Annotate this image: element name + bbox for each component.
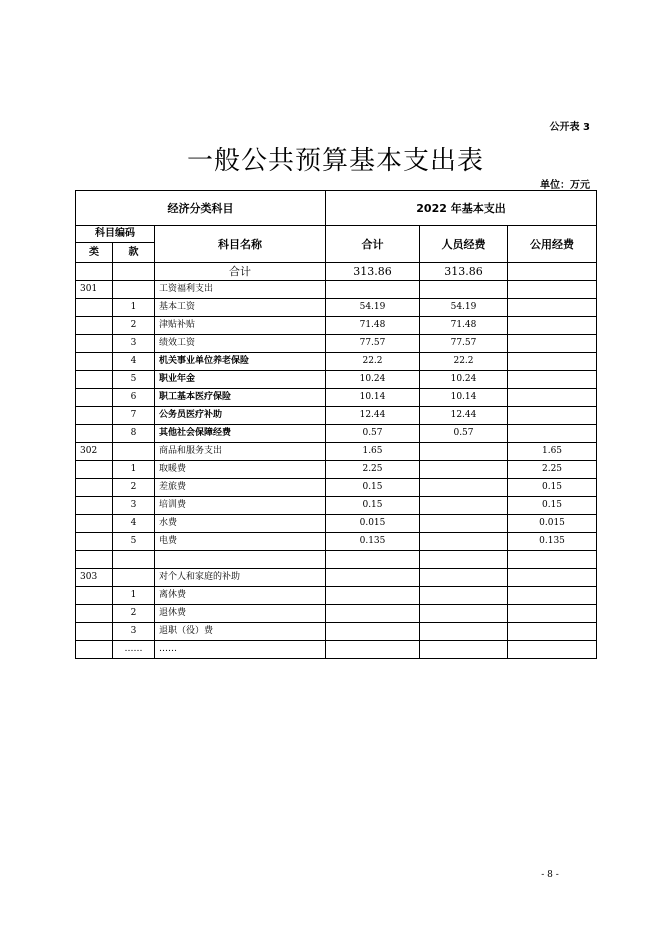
row-class-cell — [76, 641, 113, 659]
row-public-cell: 2.25 — [508, 461, 597, 479]
row-item-cell — [113, 569, 155, 587]
row-item-cell: 6 — [113, 389, 155, 407]
row-class-cell — [76, 371, 113, 389]
row-personnel-cell: 10.24 — [420, 371, 508, 389]
row-total-cell — [326, 623, 420, 641]
row-item-cell: 5 — [113, 533, 155, 551]
row-personnel-cell — [420, 551, 508, 569]
row-personnel-cell: 71.48 — [420, 317, 508, 335]
row-public-cell — [508, 317, 597, 335]
table-row — [76, 317, 597, 335]
row-item-cell: 1 — [113, 299, 155, 317]
header-row-2 — [76, 226, 597, 243]
row-class-cell — [76, 515, 113, 533]
total-name: 合计 — [155, 263, 326, 281]
row-class-cell — [76, 335, 113, 353]
row-total-cell: 2.25 — [326, 461, 420, 479]
row-total-cell: 0.135 — [326, 533, 420, 551]
row-total-cell: 10.14 — [326, 389, 420, 407]
row-class-cell — [76, 533, 113, 551]
row-personnel-cell: 22.2 — [420, 353, 508, 371]
row-public-cell — [508, 623, 597, 641]
row-class-cell — [76, 587, 113, 605]
row-public-cell — [508, 335, 597, 353]
table-row — [76, 479, 597, 497]
row-personnel-cell: 10.14 — [420, 389, 508, 407]
header-subject-code: 科目编码 — [76, 226, 155, 243]
row-public-cell — [508, 389, 597, 407]
row-total-cell: 12.44 — [326, 407, 420, 425]
row-class-cell — [76, 623, 113, 641]
row-item-cell: 2 — [113, 479, 155, 497]
row-total-cell: 71.48 — [326, 317, 420, 335]
row-name-cell: 退休费 — [155, 605, 326, 623]
row-item-cell: 3 — [113, 497, 155, 515]
row-item-cell: 1 — [113, 587, 155, 605]
table-row — [76, 299, 597, 317]
row-item-cell — [113, 443, 155, 461]
row-public-cell: 0.15 — [508, 497, 597, 515]
row-personnel-cell — [420, 641, 508, 659]
row-public-cell — [508, 569, 597, 587]
table-row — [76, 551, 597, 569]
row-name-cell: 离休费 — [155, 587, 326, 605]
row-item-cell: 8 — [113, 425, 155, 443]
table-row — [76, 335, 597, 353]
row-personnel-cell — [420, 605, 508, 623]
row-name-cell: 退职（役）费 — [155, 623, 326, 641]
total-row — [76, 263, 597, 281]
row-name-cell: 水费 — [155, 515, 326, 533]
row-item-cell: 1 — [113, 461, 155, 479]
row-public-cell — [508, 641, 597, 659]
table-row — [76, 389, 597, 407]
table-row — [76, 353, 597, 371]
table-row — [76, 425, 597, 443]
row-personnel-cell: 0.57 — [420, 425, 508, 443]
total-public — [508, 263, 597, 281]
row-name-cell — [155, 551, 326, 569]
total-personnel: 313.86 — [420, 263, 508, 281]
row-public-cell: 0.015 — [508, 515, 597, 533]
row-total-cell — [326, 641, 420, 659]
row-class-cell — [76, 551, 113, 569]
row-public-cell: 0.135 — [508, 533, 597, 551]
row-personnel-cell — [420, 479, 508, 497]
table-row — [76, 407, 597, 425]
total-item-cell — [113, 263, 155, 281]
table-row — [76, 281, 597, 299]
row-class-cell — [76, 317, 113, 335]
table-row — [76, 605, 597, 623]
row-item-cell: 3 — [113, 335, 155, 353]
header-public: 公用经费 — [508, 226, 597, 263]
row-name-cell: 津贴补贴 — [155, 317, 326, 335]
table-row — [76, 371, 597, 389]
row-total-cell: 54.19 — [326, 299, 420, 317]
row-total-cell: 0.57 — [326, 425, 420, 443]
row-class-cell — [76, 461, 113, 479]
header-personnel: 人员经费 — [420, 226, 508, 263]
row-item-cell: …… — [113, 641, 155, 659]
row-class-cell: 303 — [76, 569, 113, 587]
row-item-cell: 3 — [113, 623, 155, 641]
table-row — [76, 641, 597, 659]
row-total-cell — [326, 605, 420, 623]
row-personnel-cell — [420, 281, 508, 299]
table-row — [76, 461, 597, 479]
table-row — [76, 515, 597, 533]
row-name-cell: 职工基本医疗保险 — [155, 389, 326, 407]
row-personnel-cell: 54.19 — [420, 299, 508, 317]
row-class-cell — [76, 605, 113, 623]
row-personnel-cell — [420, 533, 508, 551]
row-public-cell — [508, 551, 597, 569]
row-class-cell — [76, 353, 113, 371]
row-public-cell — [508, 299, 597, 317]
row-class-cell — [76, 497, 113, 515]
row-item-cell: 4 — [113, 353, 155, 371]
row-personnel-cell — [420, 443, 508, 461]
row-total-cell: 0.15 — [326, 479, 420, 497]
row-public-cell — [508, 605, 597, 623]
row-name-cell: 差旅费 — [155, 479, 326, 497]
total-class-cell — [76, 263, 113, 281]
total-amount: 313.86 — [326, 263, 420, 281]
row-personnel-cell: 12.44 — [420, 407, 508, 425]
row-personnel-cell — [420, 515, 508, 533]
row-public-cell — [508, 281, 597, 299]
table-row — [76, 497, 597, 515]
table-row — [76, 623, 597, 641]
header-class: 类 — [76, 243, 113, 263]
row-personnel-cell — [420, 497, 508, 515]
form-label: 公开表 3 — [549, 122, 590, 133]
row-item-cell — [113, 551, 155, 569]
unit-label: 单位：万元 — [540, 180, 590, 191]
header-subject-name: 科目名称 — [155, 226, 326, 263]
row-name-cell: 取暖费 — [155, 461, 326, 479]
row-total-cell: 22.2 — [326, 353, 420, 371]
row-name-cell: 职业年金 — [155, 371, 326, 389]
row-total-cell — [326, 587, 420, 605]
row-public-cell: 1.65 — [508, 443, 597, 461]
row-name-cell: 工资福利支出 — [155, 281, 326, 299]
row-name-cell: 电费 — [155, 533, 326, 551]
table-row — [76, 443, 597, 461]
row-public-cell — [508, 587, 597, 605]
budget-table — [75, 190, 597, 659]
row-public-cell: 0.15 — [508, 479, 597, 497]
row-class-cell — [76, 425, 113, 443]
row-total-cell: 77.57 — [326, 335, 420, 353]
row-class-cell — [76, 299, 113, 317]
row-name-cell: 对个人和家庭的补助 — [155, 569, 326, 587]
row-item-cell: 2 — [113, 605, 155, 623]
row-name-cell: 机关事业单位养老保险 — [155, 353, 326, 371]
table-row — [76, 533, 597, 551]
page-number: - 8 - — [541, 870, 559, 880]
row-public-cell — [508, 353, 597, 371]
row-class-cell: 302 — [76, 443, 113, 461]
row-public-cell — [508, 371, 597, 389]
row-item-cell — [113, 281, 155, 299]
row-personnel-cell — [420, 569, 508, 587]
row-personnel-cell — [420, 461, 508, 479]
row-class-cell: 301 — [76, 281, 113, 299]
row-name-cell: 培训费 — [155, 497, 326, 515]
row-class-cell — [76, 479, 113, 497]
row-total-cell: 0.15 — [326, 497, 420, 515]
row-item-cell: 4 — [113, 515, 155, 533]
row-public-cell — [508, 407, 597, 425]
header-budget-year: 2022 年基本支出 — [326, 191, 597, 226]
row-class-cell — [76, 407, 113, 425]
row-personnel-cell: 77.57 — [420, 335, 508, 353]
row-total-cell — [326, 551, 420, 569]
row-total-cell: 1.65 — [326, 443, 420, 461]
row-name-cell: 基本工资 — [155, 299, 326, 317]
header-total: 合计 — [326, 226, 420, 263]
row-public-cell — [508, 425, 597, 443]
row-item-cell: 7 — [113, 407, 155, 425]
row-total-cell: 0.015 — [326, 515, 420, 533]
row-total-cell — [326, 569, 420, 587]
header-item: 款 — [113, 243, 155, 263]
page-title: 一般公共预算基本支出表 — [186, 146, 484, 176]
row-personnel-cell — [420, 587, 508, 605]
row-name-cell: 其他社会保障经费 — [155, 425, 326, 443]
row-item-cell: 2 — [113, 317, 155, 335]
row-total-cell: 10.24 — [326, 371, 420, 389]
row-name-cell: 公务员医疗补助 — [155, 407, 326, 425]
table-row — [76, 587, 597, 605]
row-item-cell: 5 — [113, 371, 155, 389]
row-personnel-cell — [420, 623, 508, 641]
row-total-cell — [326, 281, 420, 299]
row-name-cell: …… — [155, 641, 326, 659]
header-economic-category: 经济分类科目 — [76, 191, 326, 226]
row-class-cell — [76, 389, 113, 407]
header-row-1 — [76, 191, 597, 226]
row-name-cell: 商品和服务支出 — [155, 443, 326, 461]
table-row — [76, 569, 597, 587]
row-name-cell: 绩效工资 — [155, 335, 326, 353]
